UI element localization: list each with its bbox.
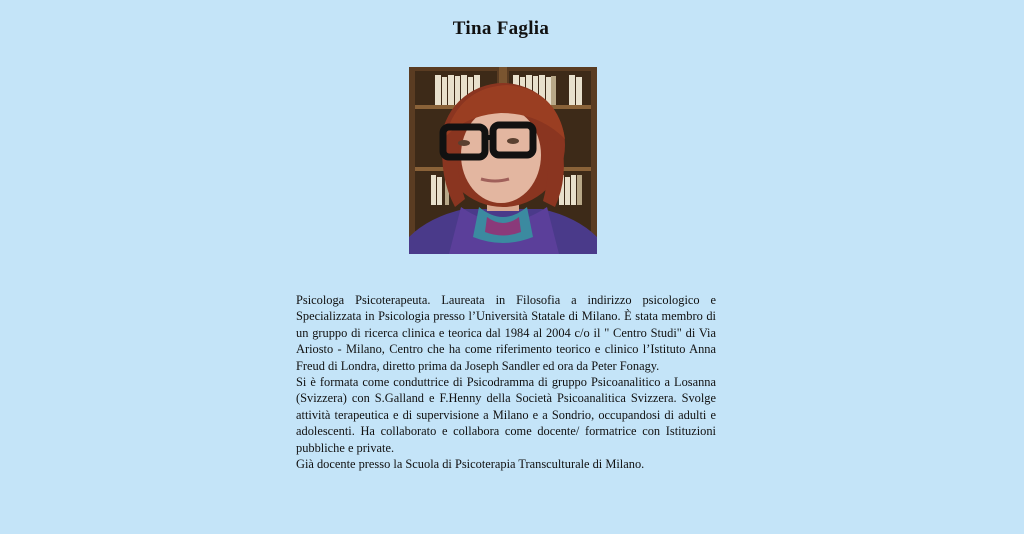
- portrait-photo: [409, 67, 597, 254]
- bio-text: [296, 292, 716, 472]
- bio-paragraph-3: Già docente presso la Scuola di Psicoterapia Transculturale di Milano.: [296, 457, 645, 472]
- portrait-illustration: [409, 67, 597, 254]
- page-title: Tina Faglia: [452, 18, 550, 39]
- bio-paragraph-1: Psicologa Psicoterapeuta. Laureata in Filosofia a indirizzo psicologico e Specializzata in Psicologia presso l’Università Statale di Milano. È stata membro di un gruppo di ricerca clinica e teorica dal 1984 al 2004 c/o il " Centro Studi" di Via Ariosto - Milano, Centro che ha come riferimento teorico e clinico l’Istituto Anna Freud di Londra, diretto prima da Joseph Sandler ed ora da Peter Fonagy.: [296, 293, 716, 373]
- bio-paragraph-2: Si è formata come conduttrice di Psicodramma di gruppo Psicoanalitico a Losanna (Svizzera) con S.Galland e F.Henny della Società Psicoanalitica Svizzera. Svolge attività terapeutica e di supervisione a Milano e a Sondrio, occupandosi di adulti e adolescenti. Ha collaborato e collabora come docente/ formatrice con Istituzioni pubbliche e private.: [296, 375, 716, 455]
